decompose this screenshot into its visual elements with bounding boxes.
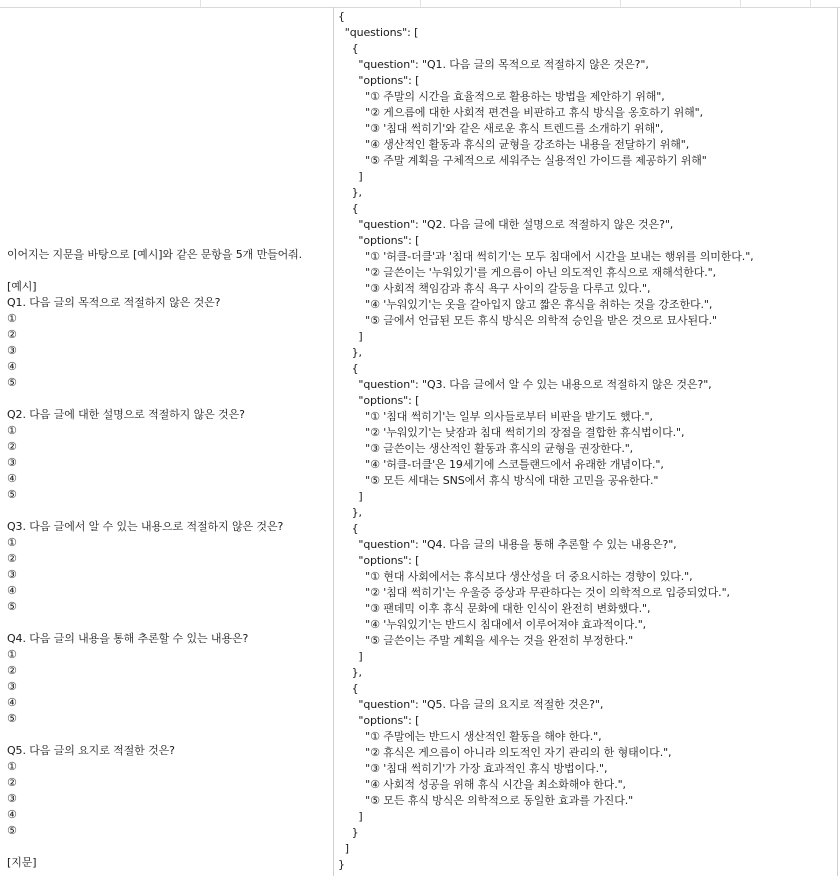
column-divider (620, 0, 621, 7)
json-line: "② 휴식은 게으름이 아니라 의도적인 자기 관리의 한 형태이다.", (338, 746, 672, 759)
json-line: "① 주말에는 반드시 생산적인 활동을 해야 한다.", (338, 730, 602, 743)
prompt-line: Q2. 다음 글에 대한 설명으로 적절하지 않은 것은? (7, 408, 245, 421)
json-line: "⑤ 모든 세대는 SNS에서 휴식 방식에 대한 고민을 공유한다." (338, 474, 659, 487)
json-line: "③ '침대 썩히기'가 가장 효과적인 휴식 방법이다.", (338, 762, 608, 775)
prompt-line (7, 263, 333, 279)
json-line: "question": "Q2. 다음 글에 대한 설명으로 적절하지 않은 것은?", (338, 218, 674, 231)
prompt-line: 이어지는 지문을 바탕으로 [예시]와 같은 문항을 5개 만들어줘. (7, 248, 303, 261)
prompt-line: Q5. 다음 글의 요지로 적절한 것은? (7, 744, 175, 757)
json-line: "③ 팬데믹 이후 휴식 문화에 대한 인식이 완전히 변화했다.", (338, 602, 651, 615)
json-line: "options": [ (338, 554, 420, 567)
json-line: ] (338, 170, 363, 183)
prompt-line: [지문] (7, 856, 37, 869)
prompt-line (7, 839, 333, 855)
column-divider (200, 0, 201, 7)
json-line: }, (338, 346, 362, 359)
json-line: } (338, 858, 345, 871)
json-line: }, (338, 506, 362, 519)
json-line: "question": "Q5. 다음 글의 요지로 적절한 것은?", (338, 698, 604, 711)
json-line: ] (338, 490, 363, 503)
json-line: { (338, 522, 359, 535)
json-line: "① 현대 사회에서는 휴식보다 생산성을 더 중요시하는 경향이 있다.", (338, 570, 693, 583)
json-line: } (338, 826, 359, 839)
json-output-cell[interactable] (338, 9, 834, 873)
json-line: ] (338, 842, 349, 855)
column-divider (810, 0, 811, 7)
json-line: "options": [ (338, 714, 420, 727)
json-line: "② '침대 썩히기'는 우울증 증상과 무관하다는 것이 의학적으로 입증되었다.", (338, 586, 730, 599)
prompt-line: ③ (7, 456, 17, 469)
prompt-line: ② (7, 776, 17, 789)
prompt-line: ② (7, 552, 17, 565)
prompt-line: ④ (7, 584, 17, 597)
prompt-line: ③ (7, 680, 17, 693)
json-line: "question": "Q1. 다음 글의 목적으로 적절하지 않은 것은?", (338, 58, 649, 71)
prompt-line: ⑤ (7, 376, 17, 389)
prompt-line (7, 727, 333, 743)
json-line: "questions": [ (338, 26, 419, 39)
prompt-line: ⑤ (7, 712, 17, 725)
json-line: "③ 사회적 책임감과 휴식 욕구 사이의 갈등을 다루고 있다.", (338, 282, 651, 295)
json-line: "question": "Q3. 다음 글에서 알 수 있는 내용으로 적절하지 않은 것은?", (338, 378, 712, 391)
prompt-line: ② (7, 664, 17, 677)
json-line: "④ 사회적 성공을 위해 휴식 시간을 최소화해야 한다.", (338, 778, 626, 791)
column-header-strip (0, 0, 840, 8)
prompt-line (7, 391, 333, 407)
column-divider (420, 0, 421, 7)
column-divider (740, 0, 741, 7)
json-line: "⑤ 글쓴이는 주말 계획을 세우는 것을 완전히 부정한다." (338, 634, 634, 647)
prompt-line: ④ (7, 360, 17, 373)
json-line: "① '허클-더클'과 '침대 썩히기'는 모두 침대에서 시간을 보내는 행위를 의미한다.", (338, 250, 754, 263)
prompt-line: ③ (7, 344, 17, 357)
json-line: ] (338, 810, 363, 823)
prompt-cell[interactable] (7, 247, 333, 871)
json-line: "② '누워있기'는 낮잠과 침대 썩히기의 장점을 결합한 휴식법이다.", (338, 426, 685, 439)
json-line: { (338, 42, 359, 55)
prompt-line: ⑤ (7, 600, 17, 613)
json-line: { (338, 202, 359, 215)
json-line: "question": "Q4. 다음 글의 내용을 통해 추론할 수 있는 내용은?", (338, 538, 677, 551)
prompt-line: ① (7, 648, 17, 661)
json-line: "④ 생산적인 활동과 휴식의 균형을 강조하는 내용을 전달하기 위해", (338, 138, 690, 151)
json-line: "① '침대 썩히기'는 일부 의사들로부터 비판을 받기도 했다.", (338, 410, 653, 423)
json-line: "⑤ 글에서 언급된 모든 휴식 방식은 의학적 승인을 받은 것으로 묘사된다." (338, 314, 717, 327)
json-line: ] (338, 330, 363, 343)
json-line: ] (338, 650, 363, 663)
json-line: "options": [ (338, 234, 420, 247)
json-line: { (338, 362, 359, 375)
prompt-line: ① (7, 424, 17, 437)
json-line: "① 주말의 시간을 효율적으로 활용하는 방법을 제안하기 위해", (338, 90, 665, 103)
prompt-line (7, 503, 333, 519)
json-line: "⑤ 모든 휴식 방식은 의학적으로 동일한 효과를 가진다." (338, 794, 634, 807)
prompt-line: ③ (7, 568, 17, 581)
prompt-line: ① (7, 760, 17, 773)
prompt-line: Q4. 다음 글의 내용을 통해 추론할 수 있는 내용은? (7, 632, 249, 645)
json-line: }, (338, 666, 362, 679)
json-line: "④ '누워있기'는 반드시 침대에서 이루어져야 효과적이다.", (338, 618, 647, 631)
json-line: "② 글쓴이는 '누워있기'를 게으름이 아닌 의도적인 휴식으로 재해석한다.", (338, 266, 716, 279)
json-line: { (338, 10, 345, 23)
json-line: "options": [ (338, 74, 420, 87)
prompt-line (7, 615, 333, 631)
prompt-line: ⑤ (7, 488, 17, 501)
prompt-line: ④ (7, 808, 17, 821)
prompt-line: ① (7, 536, 17, 549)
cell-divider (333, 7, 334, 876)
prompt-line: Q3. 다음 글에서 알 수 있는 내용으로 적절하지 않은 것은? (7, 520, 284, 533)
prompt-line: ⑤ (7, 824, 17, 837)
prompt-line: [예시] (7, 280, 37, 293)
json-line: "④ '허클-더클'은 19세기에 스코틀랜드에서 유래한 개념이다.", (338, 458, 664, 471)
prompt-line: ① (7, 312, 17, 325)
prompt-line: ② (7, 328, 17, 341)
prompt-line: ④ (7, 696, 17, 709)
json-line: "③ 글쓴이는 생산적인 활동과 휴식의 균형을 권장한다.", (338, 442, 634, 455)
json-line: "④ '누워있기'는 옷을 갈아입지 않고 짧은 휴식을 취하는 것을 강조한다.", (338, 298, 713, 311)
prompt-line: Q1. 다음 글의 목적으로 적절하지 않은 것은? (7, 296, 221, 309)
cell-divider-right (837, 7, 838, 876)
prompt-line: ③ (7, 792, 17, 805)
prompt-line: ② (7, 440, 17, 453)
json-line: "⑤ 주말 계획을 구체적으로 세워주는 실용적인 가이드를 제공하기 위해" (338, 154, 707, 167)
json-line: "③ '침대 썩히기'와 같은 새로운 휴식 트렌드를 소개하기 위해", (338, 122, 664, 135)
json-line: "options": [ (338, 394, 420, 407)
json-line: }, (338, 186, 362, 199)
json-line: "② 게으름에 대한 사회적 편견을 비판하고 휴식 방식을 옹호하기 위해", (338, 106, 704, 119)
prompt-line: ④ (7, 472, 17, 485)
json-line: { (338, 682, 359, 695)
